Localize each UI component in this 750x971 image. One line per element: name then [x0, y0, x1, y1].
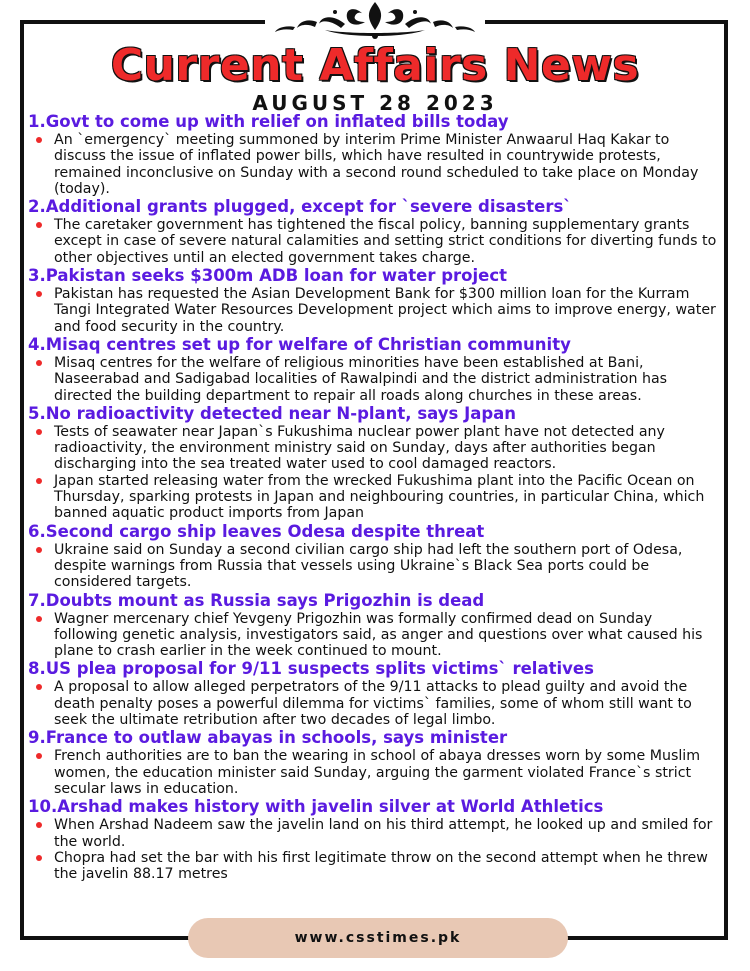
news-item: [28, 112, 718, 197]
news-point-text: Ukraine said on Sunday a second civilian cargo ship had left the southern port of Odesa, despite warnings from Russia that vessels using Ukraine`s Black Sea ports could be considered targets.: [54, 541, 683, 591]
news-headline: 7.Doubts mount as Russia says Prigozhin is dead: [28, 590, 485, 610]
news-points: [28, 748, 718, 797]
news-point-text: Tests of seawater near Japan`s Fukushima nuclear power plant have not detected any radioactivity, the environment ministry said on Sunday, days after authorities began discharging into the sea treated water used to cool damaged reactors.: [54, 423, 665, 473]
news-point-text: An `emergency` meeting summoned by interim Prime Minister Anwaarul Haq Kakar to discuss the issue of inflated power bills, which have resulted in countrywide protests, remained inconclusive on Sunday with a second round scheduled to take place on Monday (today).: [54, 132, 699, 197]
bullet-icon: [36, 855, 42, 861]
news-point: [28, 748, 718, 797]
news-headline: 8.US plea proposal for 9/11 suspects splits victims` relatives: [28, 659, 594, 679]
news-point-text: When Arshad Nadeem saw the javelin land on his third attempt, he looked up and smiled for the world.: [54, 817, 713, 850]
news-point: [28, 286, 718, 335]
news-item: [28, 659, 718, 728]
news-list: [28, 112, 718, 882]
news-points: [28, 355, 718, 404]
bullet-icon: [36, 684, 42, 690]
news-point: [28, 473, 718, 522]
news-points: [28, 424, 718, 522]
news-point-text: Pakistan has requested the Asian Development Bank for $300 million loan for the Kurram Tangi Integrated Water Resources Development project which aims to improve energy, water and food security in the country.: [54, 286, 716, 335]
news-point: [28, 850, 718, 883]
page-date: AUGUST 28 2023: [252, 91, 498, 115]
news-points: [28, 286, 718, 335]
news-headline: 3.Pakistan seeks $300m ADB loan for water project: [28, 266, 508, 286]
bullet-icon: [36, 360, 42, 366]
news-points: [28, 217, 718, 266]
footer-website-text: www.csstimes.pk: [294, 930, 462, 946]
news-point: [28, 611, 718, 660]
decorative-flourish-ornament: [265, 0, 485, 42]
bullet-icon: [36, 291, 42, 297]
news-item: [28, 797, 718, 882]
news-headline: 1.Govt to come up with relief on inflated bills today: [28, 112, 509, 131]
bullet-icon: [36, 478, 42, 484]
news-headline: 5.No radioactivity detected near N-plant, says Japan: [28, 403, 517, 423]
bullet-icon: [36, 222, 42, 228]
news-point: [28, 132, 718, 197]
news-point-text: French authorities are to ban the wearing in school of abaya dresses worn by some Muslim women, the education minister said Sunday, arguing the garment violated France`s strict secular laws in education.: [54, 748, 701, 797]
flourish-icon: [265, 0, 485, 42]
news-headline: 6.Second cargo ship leaves Odesa despite threat: [28, 521, 485, 541]
news-point-text: Japan started releasing water from the wrecked Fukushima plant into the Pacific Ocean on Thursday, sparking protests in Japan and neighbouring countries, in particular China, which banned aquatic product imports from Japan: [54, 472, 705, 522]
news-point-text: Misaq centres for the welfare of religious minorities have been established at Bani, Naseerabad and Sadigabad localities of Rawalpindi and the district administration has directed the building department to repair all roads along churches in these areas.: [54, 354, 668, 404]
news-headline: 9.France to outlaw abayas in schools, says minister: [28, 728, 508, 748]
news-point-text: The caretaker government has tightened the fiscal policy, banning supplementary grants except in case of severe natural calamities and setting strict conditions for diverting funds to other objectives until an elected government takes charge.: [54, 217, 717, 266]
news-point: [28, 817, 718, 850]
news-points: [28, 611, 718, 660]
bullet-icon: [36, 616, 42, 622]
bullet-icon: [36, 753, 42, 759]
bullet-icon: [36, 137, 42, 143]
news-headline: 10.Arshad makes history with javelin silver at World Athletics: [28, 797, 604, 817]
bullet-icon: [36, 547, 42, 553]
news-point: [28, 424, 718, 473]
footer-website-pill[interactable]: [188, 918, 568, 958]
news-headline: 4.Misaq centres set up for welfare of Christian community: [28, 334, 571, 354]
news-item: [28, 197, 718, 266]
page-title: Current Affairs News: [110, 40, 640, 91]
bullet-icon: [36, 429, 42, 435]
news-item: [28, 591, 718, 660]
news-point: [28, 679, 718, 728]
news-point: [28, 355, 718, 404]
news-item: [28, 335, 718, 404]
news-points: [28, 679, 718, 728]
news-point: [28, 217, 718, 266]
news-points: [28, 132, 718, 197]
news-point: [28, 542, 718, 591]
news-item: [28, 266, 718, 335]
news-item: [28, 728, 718, 797]
news-point-text: A proposal to allow alleged perpetrators of the 9/11 attacks to plead guilty and avoid the death penalty poses a powerful dilemma for victims` families, some of whom still want to seek the ultimate retribution after two decades of legal limbo.: [54, 679, 692, 729]
news-points: [28, 817, 718, 882]
news-point-text: Chopra had set the bar with his first legitimate throw on the second attempt when he threw the javelin 88.17 metres: [54, 849, 708, 883]
news-point-text: Wagner mercenary chief Yevgeny Prigozhin was formally confirmed dead on Sunday following genetic analysis, investigators said, as anger and questions over what caused his plane to crash earlier in the week continued to mount.: [54, 610, 703, 660]
bullet-icon: [36, 822, 42, 828]
news-item: [28, 404, 718, 522]
news-headline: 2.Additional grants plugged, except for `severe disasters`: [28, 197, 572, 217]
news-item: [28, 522, 718, 591]
news-points: [28, 542, 718, 591]
